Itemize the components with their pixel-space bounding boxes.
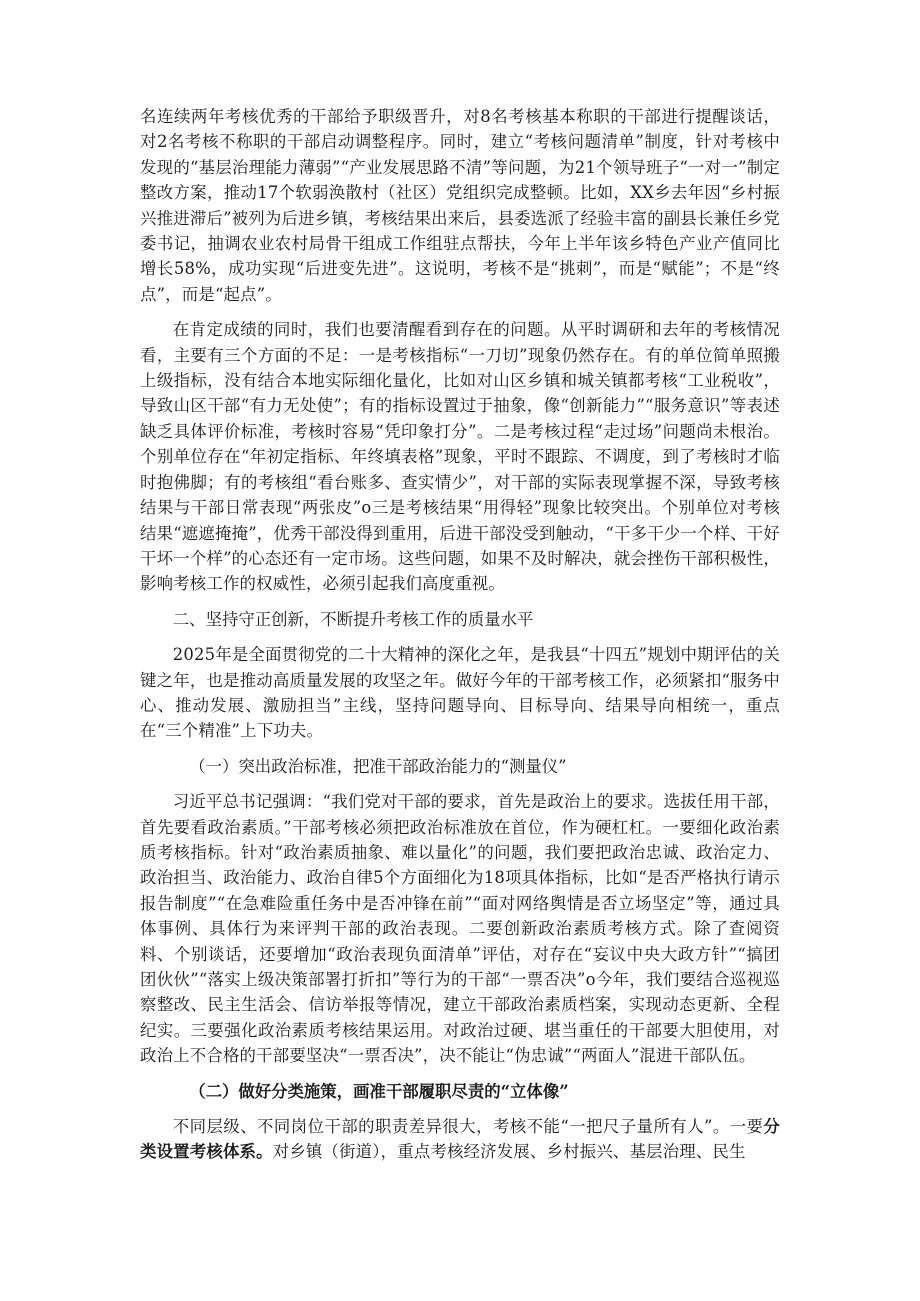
paragraph-text-continued: 对乡镇（街道），重点考核经济发展、乡村振兴、基层治理、民生: [272, 1142, 746, 1162]
paragraph-assessment-results: 名连续两年考核优秀的干部给予职级晋升，对8名考核基本称职的干部进行提醒谈话，对2名考核不称职的干部启动调整程序。同时，建立“考核问题清单”制度，针对考核中发现的“基层治理能力薄弱”“产业发展思路不清”等问题，为21个领导班子“一对一”制定整改方案，推动17个软弱涣散村（社区）党组织完成整顿。比如，XX乡去年因“乡村振兴推进滞后”被列为后进乡镇，考核结果出来后，县委选派了经验丰富的副县长兼任乡党委书记，抽调农业农村局骨干组成工作组驻点帮扶，今年上半年该乡特色产业产值同比增长58%，成功实现“后进变先进”。这说明，考核不是“挑刺”，而是“赋能”；不是“终点”，而是“起点”。: [140, 107, 780, 304]
section-heading-2: 二、坚持守正创新，不断提升考核工作的质量水平: [172, 609, 534, 629]
paragraph-2025-work: 2025年是全面贯彻党的二十大精神的深化之年，是我县“十四五”规划中期评估的关键之年，也是推动高质量发展的攻坚之年。做好今年的干部考核工作，必须紧扣“服务中心、推动发展、激励担当”主线，坚持问题导向、目标导向、结果导向相统一，重点在“三个精准”上下功夫。: [140, 645, 780, 741]
document-page: [140, 104, 780, 1165]
paragraph-text: 不同层级、不同岗位干部的职责差异很大，考核不能“一把尺子量所有人”。一要: [172, 1117, 764, 1137]
paragraph-political-standard: 习近平总书记强调：“我们党对干部的要求，首先是政治上的要求。选拔任用干部，首先要看政治素质。”干部考核必须把政治标准放在首位，作为硬杠杠。一要细化政治素质考核指标。针对“政治素质抽象、难以量化”的问题，我们要把政治忠诚、政治定力、政治担当、政治能力、政治自律5个方面细化为18项具体指标，比如“是否严格执行请示报告制度”“在急难险重任务中是否冲锋在前”“面对网络舆情是否立场坚定”等，通过具体事例、具体行为来评判干部的政治表现。二要创新政治素质考核方式。除了查阅资料、个别谈话，还要增加“政治表现负面清单”评估，对存在“妄议中央大政方针”“搞团团伙伙”“落实上级决策部署打折扣”等行为的干部“一票否决”o今年，我们要结合巡视巡察整改、民主生活会、信访举报等情况，建立干部政治素质档案，实现动态更新、全程纪实。三要强化政治素质考核结果运用。对政治过硬、堪当重任的干部要大胆使用，对政治上不合格的干部要坚决“一票否决”，决不能让“伪忠诚”“两面人”混进干部队伍。: [140, 792, 780, 1066]
subsection-heading-2: （二）做好分类施策，画准干部履职尽责的“立体像”: [189, 1081, 569, 1101]
bold-phrase: 分类设置考核体系。: [140, 1117, 780, 1162]
paragraph-existing-problems: 在肯定成绩的同时，我们也要清醒看到存在的问题。从平时调研和去年的考核情况看，主要有三个方面的不足：一是考核指标“一刀切”现象仍然存在。有的单位简单照搬上级指标，没有结合本地实际细化量化，比如对山区乡镇和城关镇都考核“工业税收”，导致山区干部“有力无处使”；有的指标设置过于抽象，像“创新能力”“服务意识”等表述缺乏具体评价标准，考核时容易“凭印象打分”。二是考核过程“走过场”问题尚未根治。个别单位存在“年初定指标、年终填表格”现象，平时不跟踪、不调度，到了考核时才临时抱佛脚；有的考核组“看台账多、查实情少”，对干部的实际表现掌握不深，导致考核结果与干部日常表现“两张皮”o三是考核结果“用得轻”现象比较突出。个别单位对考核结果“遮遮掩掩”，优秀干部没得到重用，后进干部没受到触动，“干多干少一个样、干好干坏一个样”的心态还有一定市场。这些问题，如果不及时解决，就会挫伤干部积极性，影响考核工作的权威性，必须引起我们高度重视。: [140, 320, 780, 594]
paragraph-classified-assessment: [140, 1114, 780, 1165]
subsection-heading-1: （一）突出政治标准，把准干部政治能力的“测量仪”: [189, 756, 567, 776]
